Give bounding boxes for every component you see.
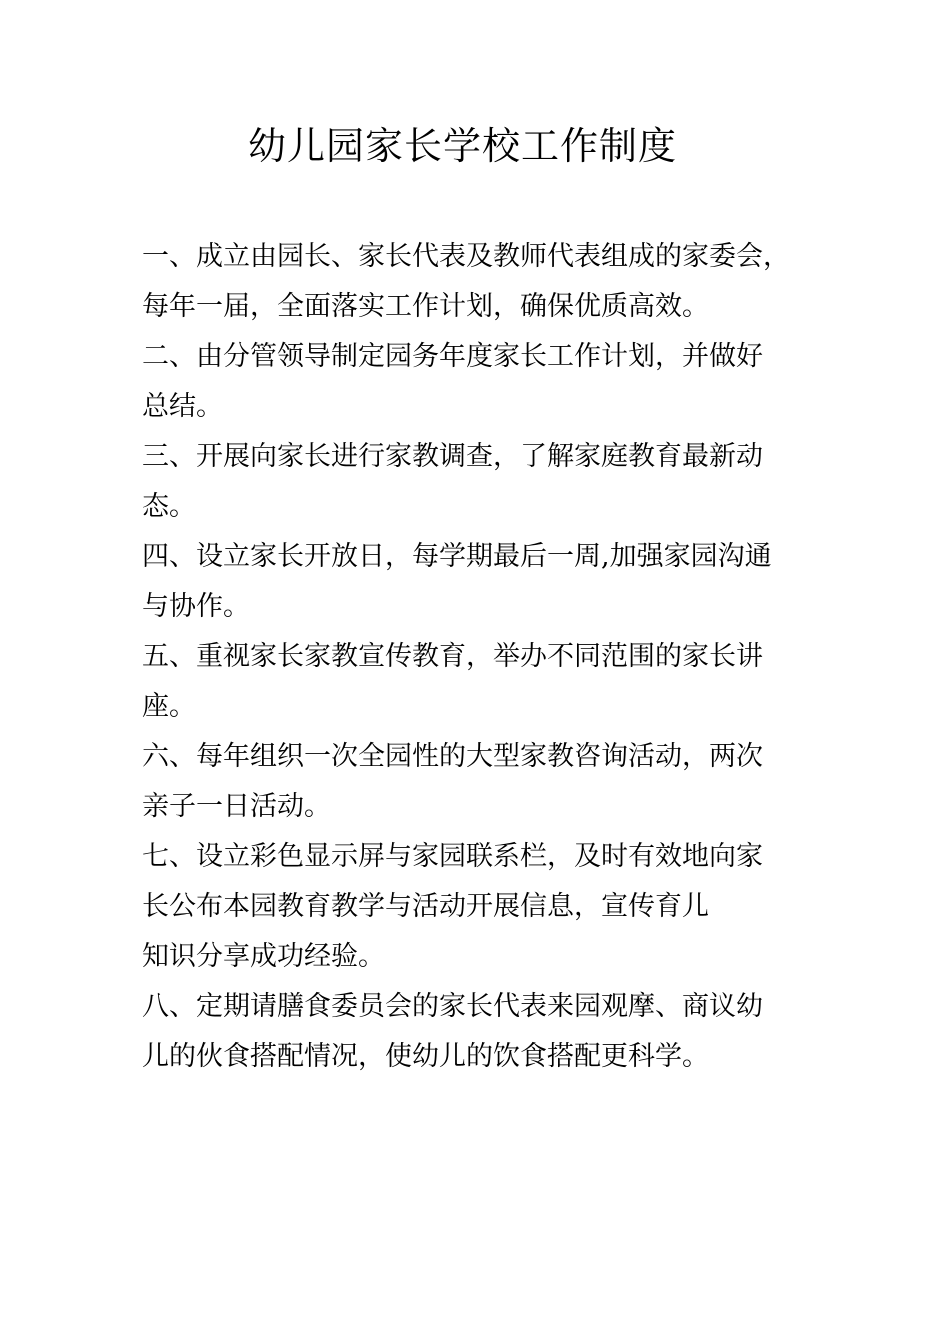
rule-7-line-2: 长公布本园教育教学与活动开展信息，宣传育儿: [142, 891, 709, 922]
rules-list: [142, 232, 817, 1082]
rule-1-line-2: 每年一届，全面落实工作计划，确保优质高效。: [142, 291, 709, 322]
rule-3-line-2: 态。: [142, 491, 196, 522]
rule-2-line-2: 总结。: [142, 391, 223, 422]
rule-item-4: [142, 532, 817, 632]
rule-item-6: [142, 732, 817, 832]
rule-1-line-1: 一、成立由园长、家长代表及教师代表组成的家委会，: [142, 241, 790, 272]
rule-item-7: [142, 832, 817, 982]
rule-item-5: [142, 632, 817, 732]
rule-3-line-1: 三、开展向家长进行家教调查，了解家庭教育最新动: [142, 441, 763, 472]
document-title: 幼儿园家长学校工作制度: [247, 124, 677, 168]
rule-8-line-2: 儿的伙食搭配情况，使幼儿的饮食搭配更科学。: [142, 1041, 709, 1072]
rule-4-line-2: 与协作。: [142, 591, 250, 622]
rule-7-line-1: 七、设立彩色显示屏与家园联系栏，及时有效地向家: [142, 841, 763, 872]
rule-4-line-1: 四、设立家长开放日，每学期最后一周,加强家园沟通: [142, 541, 772, 572]
rule-item-1: [142, 232, 817, 332]
rule-6-line-1: 六、每年组织一次全园性的大型家教咨询活动，两次: [142, 741, 763, 772]
rule-7-line-3: 知识分享成功经验。: [142, 941, 385, 972]
rule-item-8: [142, 982, 817, 1082]
rule-8-line-1: 八、定期请膳食委员会的家长代表来园观摩、商议幼: [142, 991, 763, 1022]
rule-5-line-1: 五、重视家长家教宣传教育，举办不同范围的家长讲: [142, 641, 763, 672]
rule-item-3: [142, 432, 817, 532]
rule-6-line-2: 亲子一日活动。: [142, 791, 331, 822]
rule-5-line-2: 座。: [142, 691, 196, 722]
rule-item-2: [142, 332, 817, 432]
rule-2-line-1: 二、由分管领导制定园务年度家长工作计划，并做好: [142, 341, 763, 372]
